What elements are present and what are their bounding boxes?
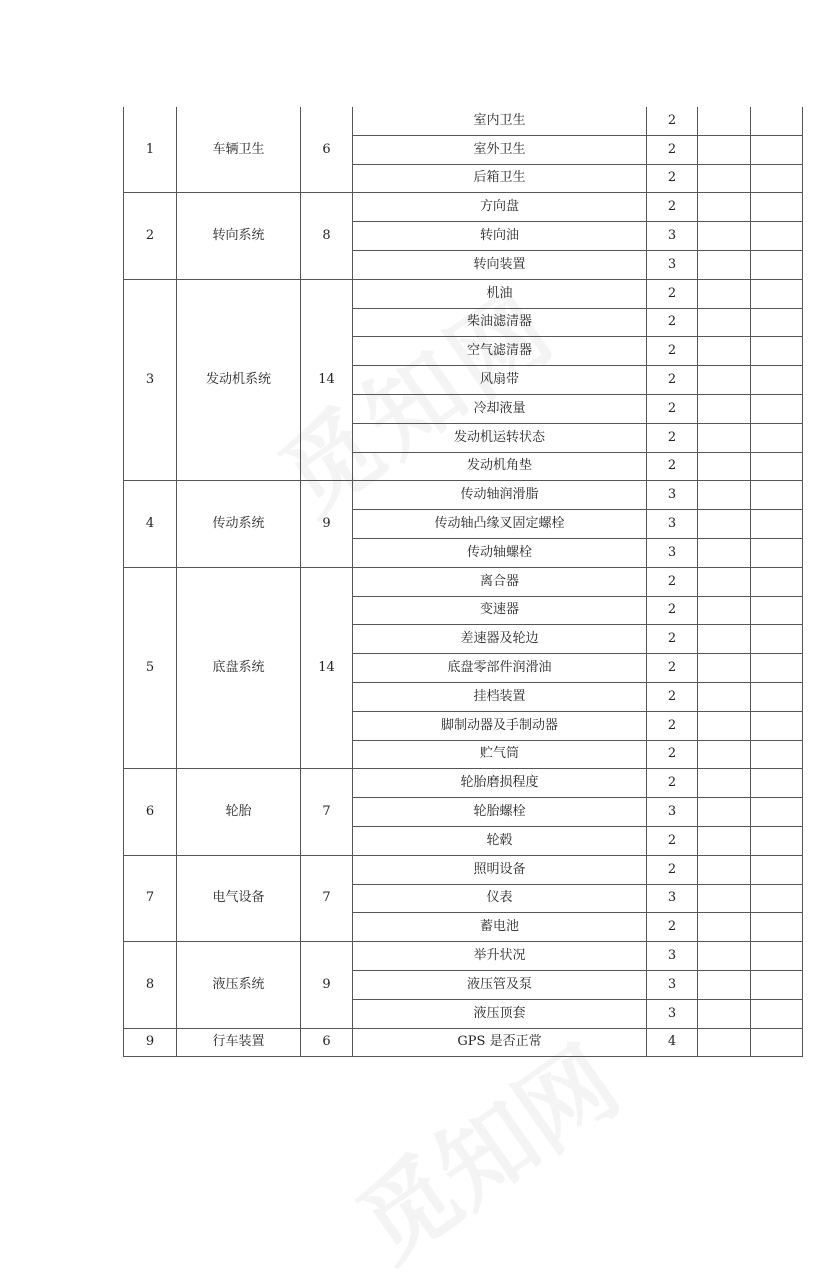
check-item: 离合器 [353,567,647,596]
check-item: 轮胎螺栓 [353,798,647,827]
blank-cell [698,222,751,251]
group-number: 4 [124,481,177,567]
check-item: 举升状况 [353,942,647,971]
item-score: 2 [647,107,698,135]
check-item: 柴油滤清器 [353,308,647,337]
blank-cell [751,826,803,855]
check-item: 传动轴螺栓 [353,538,647,567]
group-total-score: 8 [301,193,353,279]
blank-cell [751,682,803,711]
group-number: 5 [124,567,177,769]
blank-cell [751,625,803,654]
blank-cell [698,711,751,740]
blank-cell [698,510,751,539]
blank-cell [751,193,803,222]
check-item: 蓄电池 [353,913,647,942]
group-total-score: 7 [301,855,353,941]
group-category: 液压系统 [177,942,301,1028]
blank-cell [698,164,751,193]
blank-cell [751,970,803,999]
item-score: 2 [647,826,698,855]
blank-cell [751,222,803,251]
blank-cell [698,423,751,452]
blank-cell [698,826,751,855]
inspection-table [123,107,803,1057]
item-score: 2 [647,279,698,308]
item-score: 3 [647,222,698,251]
check-item: 贮气筒 [353,740,647,769]
inspection-table-body [124,107,803,1057]
blank-cell [698,135,751,164]
blank-cell [698,366,751,395]
item-score: 2 [647,366,698,395]
item-score: 2 [647,711,698,740]
blank-cell [751,337,803,366]
group-category: 底盘系统 [177,567,301,769]
blank-cell [751,1028,803,1057]
blank-cell [751,279,803,308]
item-score: 3 [647,510,698,539]
blank-cell [698,913,751,942]
group-category: 行车装置 [177,1028,301,1057]
check-item: 后箱卫生 [353,164,647,193]
check-item: 脚制动器及手制动器 [353,711,647,740]
blank-cell [751,855,803,884]
blank-cell [751,884,803,913]
blank-cell [751,567,803,596]
item-score: 3 [647,250,698,279]
group-total-score: 9 [301,481,353,567]
blank-cell [751,452,803,481]
check-item: 机油 [353,279,647,308]
blank-cell [698,538,751,567]
item-score: 3 [647,481,698,510]
check-item: 冷却液量 [353,394,647,423]
table-row [124,193,803,222]
blank-cell [751,107,803,135]
blank-cell [698,884,751,913]
blank-cell [698,193,751,222]
blank-cell [698,970,751,999]
blank-cell [698,107,751,135]
blank-cell [698,654,751,683]
blank-cell [698,855,751,884]
check-item: 转向装置 [353,250,647,279]
check-item: 轮毂 [353,826,647,855]
item-score: 2 [647,337,698,366]
table-row [124,1028,803,1057]
item-score: 4 [647,1028,698,1057]
blank-cell [751,913,803,942]
item-score: 2 [647,135,698,164]
blank-cell [698,394,751,423]
item-score: 2 [647,682,698,711]
blank-cell [698,481,751,510]
check-item: 发动机角垫 [353,452,647,481]
check-item: 液压管及泵 [353,970,647,999]
item-score: 2 [647,740,698,769]
group-total-score: 14 [301,567,353,769]
check-item: 仪表 [353,884,647,913]
item-score: 2 [647,164,698,193]
group-number: 1 [124,107,177,193]
group-number: 9 [124,1028,177,1057]
check-item: 传动轴润滑脂 [353,481,647,510]
blank-cell [698,596,751,625]
item-score: 2 [647,913,698,942]
blank-cell [698,567,751,596]
item-score: 2 [647,654,698,683]
table-row [124,855,803,884]
group-number: 8 [124,942,177,1028]
blank-cell [751,423,803,452]
item-score: 2 [647,423,698,452]
blank-cell [698,999,751,1028]
check-item: 风扇带 [353,366,647,395]
check-item: 室内卫生 [353,107,647,135]
blank-cell [751,135,803,164]
item-score: 3 [647,884,698,913]
group-number: 2 [124,193,177,279]
table-row [124,279,803,308]
table-row [124,107,803,135]
blank-cell [751,308,803,337]
item-score: 2 [647,567,698,596]
blank-cell [698,682,751,711]
check-item: 传动轴凸缘叉固定螺栓 [353,510,647,539]
table-row [124,481,803,510]
group-category: 传动系统 [177,481,301,567]
blank-cell [751,999,803,1028]
check-item: 液压顶套 [353,999,647,1028]
blank-cell [698,337,751,366]
blank-cell [751,711,803,740]
check-item: 发动机运转状态 [353,423,647,452]
check-item: 轮胎磨损程度 [353,769,647,798]
blank-cell [751,538,803,567]
check-item: GPS 是否正常 [353,1028,647,1057]
item-score: 3 [647,538,698,567]
blank-cell [751,366,803,395]
check-item: 室外卫生 [353,135,647,164]
item-score: 2 [647,452,698,481]
check-item: 底盘零部件润滑油 [353,654,647,683]
group-number: 6 [124,769,177,855]
blank-cell [751,654,803,683]
item-score: 3 [647,970,698,999]
check-item: 挂档装置 [353,682,647,711]
group-category: 电气设备 [177,855,301,941]
blank-cell [698,740,751,769]
item-score: 3 [647,798,698,827]
group-category: 轮胎 [177,769,301,855]
blank-cell [698,625,751,654]
blank-cell [698,942,751,971]
group-number: 7 [124,855,177,941]
check-item: 方向盘 [353,193,647,222]
item-score: 2 [647,769,698,798]
blank-cell [751,250,803,279]
item-score: 2 [647,625,698,654]
group-total-score: 6 [301,1028,353,1057]
check-item: 差速器及轮边 [353,625,647,654]
item-score: 3 [647,999,698,1028]
group-category: 车辆卫生 [177,107,301,193]
table-row [124,942,803,971]
check-item: 变速器 [353,596,647,625]
blank-cell [698,1028,751,1057]
group-category: 转向系统 [177,193,301,279]
blank-cell [751,769,803,798]
blank-cell [751,164,803,193]
item-score: 2 [647,193,698,222]
blank-cell [751,798,803,827]
group-number: 3 [124,279,177,481]
check-item: 转向油 [353,222,647,251]
blank-cell [751,481,803,510]
check-item: 空气滤清器 [353,337,647,366]
blank-cell [751,596,803,625]
blank-cell [698,798,751,827]
blank-cell [698,250,751,279]
blank-cell [698,279,751,308]
blank-cell [751,394,803,423]
item-score: 2 [647,394,698,423]
blank-cell [751,942,803,971]
blank-cell [698,308,751,337]
group-total-score: 14 [301,279,353,481]
table-row [124,567,803,596]
group-total-score: 9 [301,942,353,1028]
group-total-score: 6 [301,107,353,193]
item-score: 2 [647,855,698,884]
group-total-score: 7 [301,769,353,855]
blank-cell [698,769,751,798]
item-score: 3 [647,942,698,971]
table-row [124,769,803,798]
item-score: 2 [647,596,698,625]
blank-cell [751,510,803,539]
check-item: 照明设备 [353,855,647,884]
group-category: 发动机系统 [177,279,301,481]
item-score: 2 [647,308,698,337]
blank-cell [751,740,803,769]
blank-cell [698,452,751,481]
